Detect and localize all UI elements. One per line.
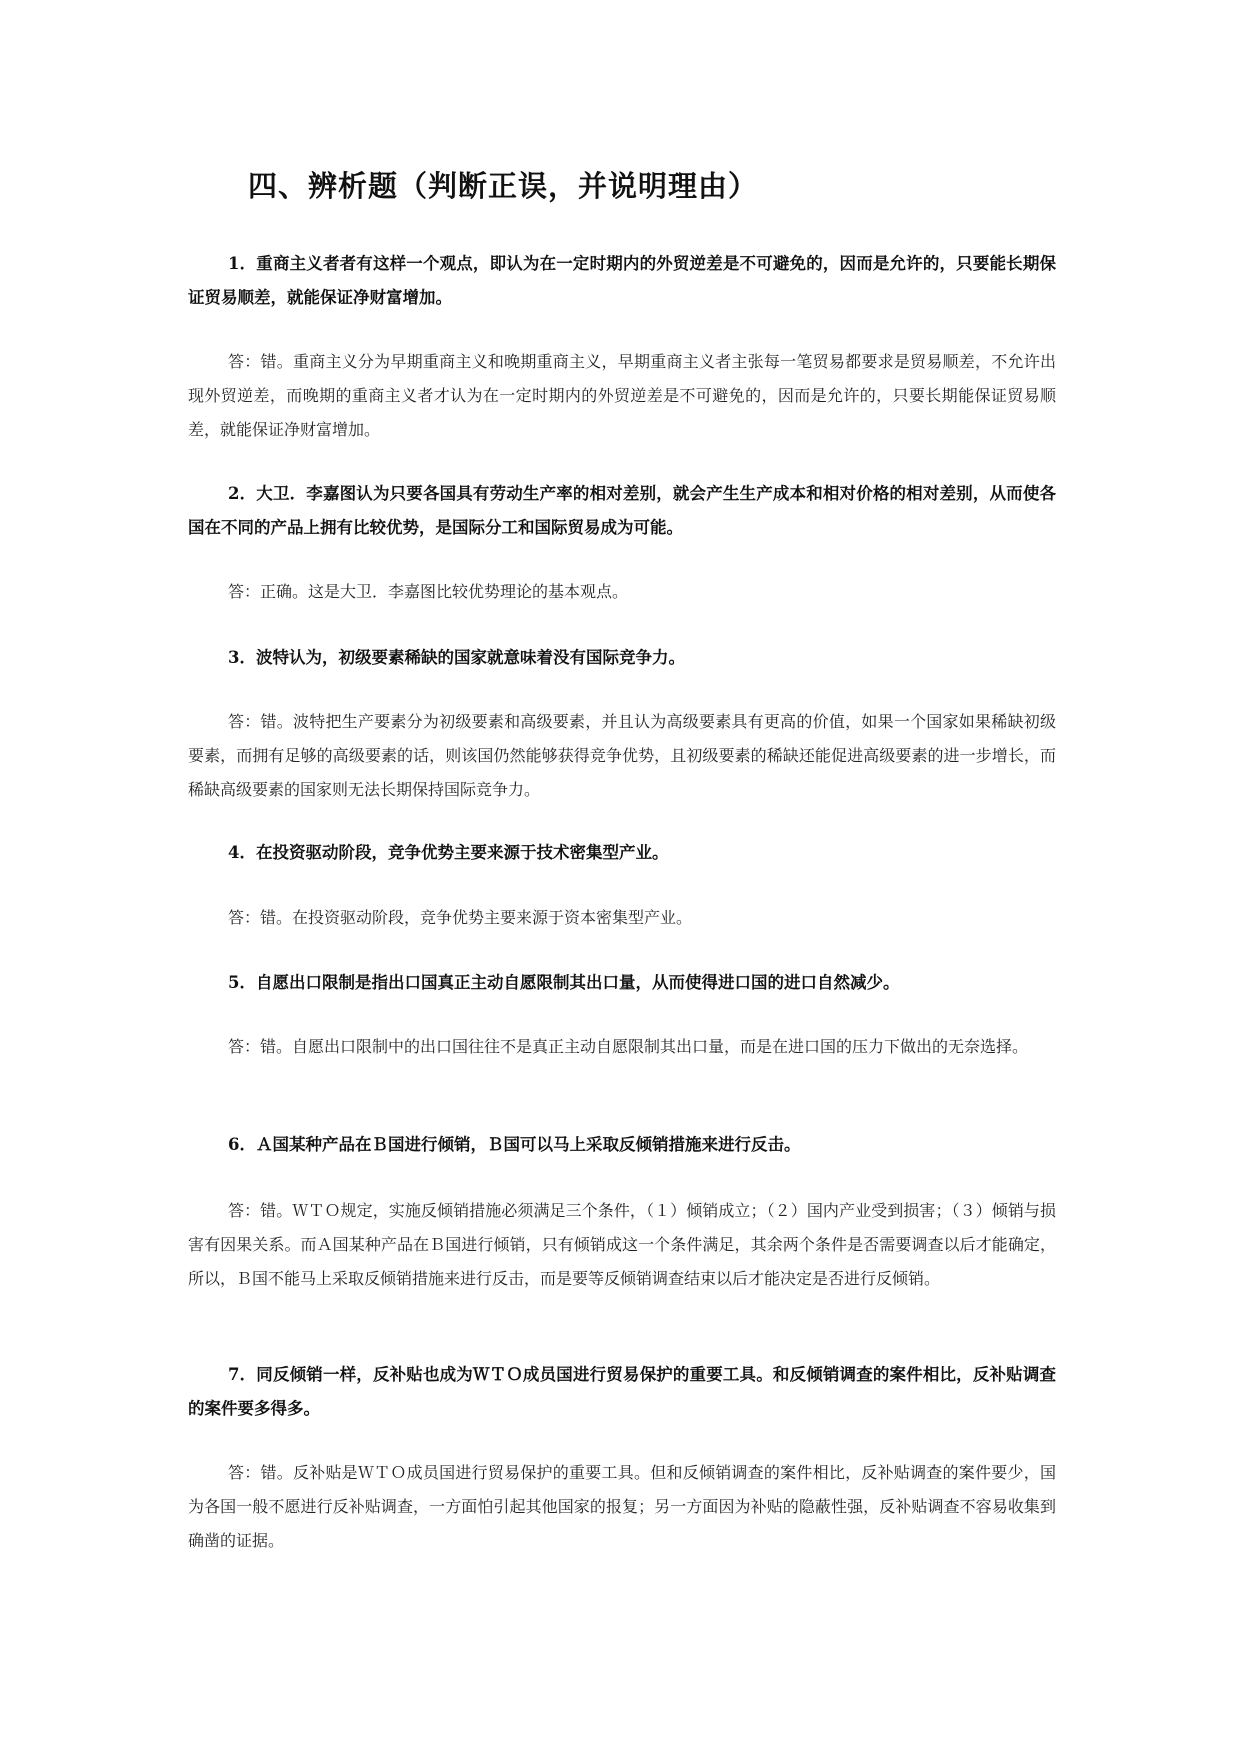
question-3: 3．波特认为，初级要素稀缺的国家就意味着没有国际竞争力。 [228, 648, 685, 667]
answer-4: 答：错。在投资驱动阶段，竞争优势主要来源于资本密集型产业。 [228, 908, 693, 927]
question-7: 7．同反倾销一样，反补贴也成为ＷＴＯ成员国进行贸易保护的重要工具。和反倾销调查的案件相比，反补贴调查的案件要多得多。 [188, 1365, 1056, 1418]
answer-3: 答：错。波特把生产要素分为初级要素和高级要素，并且认为高级要素具有更高的价值，如果一个国家如果稀缺初级要素，而拥有足够的高级要素的话，则该国仍然能够获得竞争优势，且初级要素的稀缺还能促进高级要素的进一步增长，而稀缺高级要素的国家则无法长期保持国际竞争力。 [188, 712, 1056, 799]
answer-6: 答：错。ＷＴＯ规定，实施反倾销措施必须满足三个条件，（１）倾销成立；（２）国内产业受到损害；（３）倾销与损害有因果关系。而Ａ国某种产品在Ｂ国进行倾销，只有倾销成这一个条件满足，其余两个条件是否需要调查以后才能确定，所以，Ｂ国不能马上采取反倾销措施来进行反击，而是要等反倾销调查结束以后才能决定是否进行反倾销。 [188, 1201, 1056, 1288]
question-6: 6．Ａ国某种产品在Ｂ国进行倾销，Ｂ国可以马上采取反倾销措施来进行反击。 [228, 1135, 801, 1154]
section-title: 四、辨析题（判断正误，并说明理由） [248, 169, 759, 203]
question-1: 1．重商主义者者有这样一个观点，即认为在一定时期内的外贸逆差是不可避免的，因而是允许的，只要能长期保证贸易顺差，就能保证净财富增加。 [188, 254, 1056, 307]
answer-1: 答：错。重商主义分为早期重商主义和晚期重商主义，早期重商主义者主张每一笔贸易都要求是贸易顺差，不允许出现外贸逆差，而晚期的重商主义者才认为在一定时期内的外贸逆差是不可避免的，因而是允许的，只要长期能保证贸易顺差，就能保证净财富增加。 [188, 352, 1056, 439]
answer-2: 答：正确。这是大卫．李嘉图比较优势理论的基本观点。 [228, 582, 629, 601]
question-2: 2．大卫．李嘉图认为只要各国具有劳动生产率的相对差别，就会产生生产成本和相对价格的相对差别，从而使各国在不同的产品上拥有比较优势，是国际分工和国际贸易成为可能。 [188, 484, 1056, 537]
question-4: 4．在投资驱动阶段，竞争优势主要来源于技术密集型产业。 [228, 843, 669, 862]
answer-7: 答：错。反补贴是ＷＴＯ成员国进行贸易保护的重要工具。但和反倾销调查的案件相比，反补贴调查的案件要少，国为各国一般不愿进行反补贴调查，一方面怕引起其他国家的报复；另一方面因为补贴的隐蔽性强，反补贴调查不容易收集到确凿的证据。 [188, 1463, 1056, 1550]
answer-5: 答：错。自愿出口限制中的出口国往往不是真正主动自愿限制其出口量，而是在进口国的压力下做出的无奈选择。 [228, 1037, 1029, 1056]
question-5: 5．自愿出口限制是指出口国真正主动自愿限制其出口量，从而使得进口国的进口自然减少。 [228, 973, 900, 992]
